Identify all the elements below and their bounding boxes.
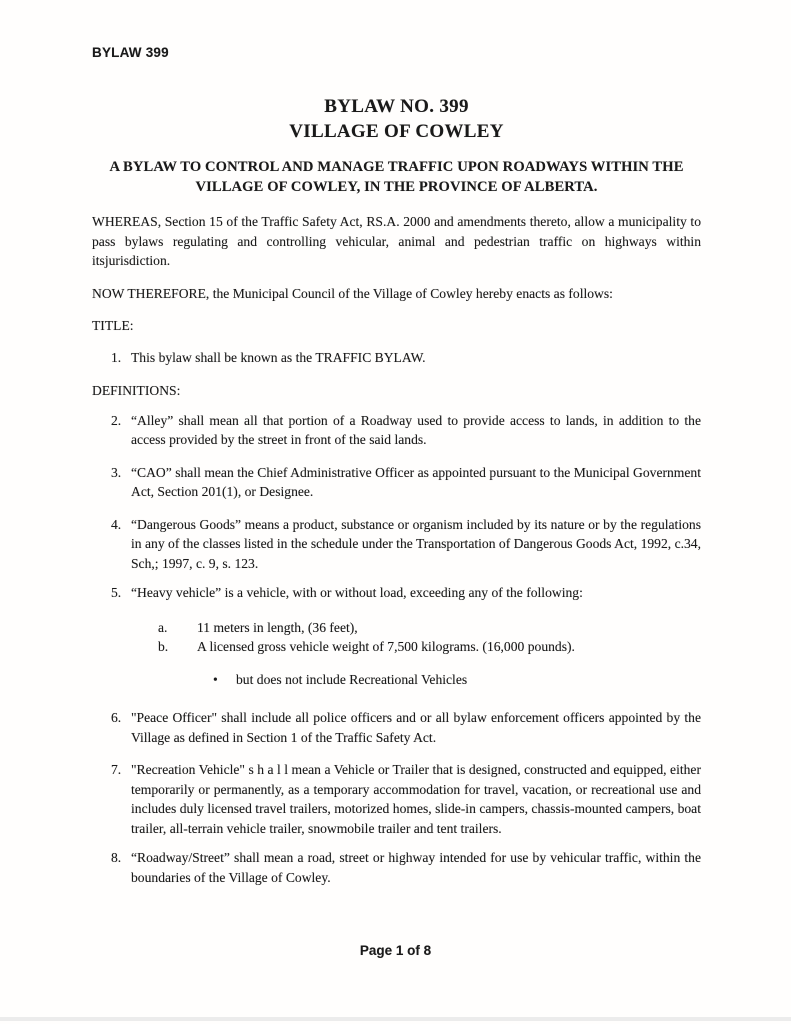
item-number: 4. [111,516,122,532]
enactment-clause: NOW THEREFORE, the Municipal Council of the Village of Cowley hereby enacts as follows: [92,285,613,301]
section-heading-definitions: DEFINITIONS: [92,383,181,398]
whereas-clause: WHEREAS, Section 15 of the Traffic Safety Act, RS.A. 2000 and amendments thereto, allow a municipality to pass bylaws regulating and controlling vehicular, animal and pedestrian traffic on highways within itsjurisdiction. [92,214,701,268]
item-number: 8. [111,850,122,865]
bylaw-item-4 [92,515,701,574]
sub-item-text: 11 meters in length, (36 feet), [197,619,358,635]
bullet-text: but does not include Recreational Vehicles [236,671,468,687]
bylaw-item-1 [92,348,701,368]
bylaw-item-2 [92,411,701,450]
sub-item-b [92,637,701,657]
item-number: 1. [111,349,122,365]
item-text: “Dangerous Goods” means a product, substance or organism included by its nature or by the regulations in any of the classes listed in the schedule under the Transportation of Dangerous Goods Act, 1992, c.34, Sch,; 1997, c. 9, s. 123. [131,516,701,571]
item-number: 6. [111,710,122,725]
item-number: 2. [111,412,122,428]
scan-edge-artifact [0,1017,791,1021]
section-heading-title: TITLE: [92,318,134,333]
bylaw-item-5 [92,583,701,603]
item-number: 7. [111,762,122,777]
title-line-1: BYLAW NO. 399 [324,96,469,117]
title-line-2: VILLAGE OF COWLEY [289,121,504,142]
bylaw-item-6 [92,708,701,747]
sub-item-letter: b. [158,639,169,654]
bylaw-item-8 [92,848,701,887]
item-text: "Recreation Vehicle" s h a l l mean a Vehicle or Trailer that is designed, constructed and equipped, either temporarily or permanently, as a temporary accommodation for travel, vacation, or recreational use and includes duly licensed travel trailers, motorized homes, slide-in campers, chassis-mounted campers, boat trailer, all-terrain vehicle trailer, snowmobile trailer and tent trailers. [131,762,701,836]
item-text: “Alley” shall mean all that portion of a Roadway used to provide access to lands, in addition to the access provided by the street in front of the said lands. [131,412,701,447]
corner-label: BYLAW 399 [92,45,169,60]
item-text: This bylaw shall be known as the TRAFFIC BYLAW. [131,349,426,365]
bylaw-item-3 [92,463,701,502]
item-number: 5. [111,585,122,600]
item-text: “Heavy vehicle” is a vehicle, with or without load, exceeding any of the following: [131,585,583,600]
page-number: Page 1 of 8 [359,943,432,958]
subtitle-line-1: A BYLAW TO CONTROL AND MANAGE TRAFFIC UPON ROADWAYS WITHIN THE [109,159,684,175]
bylaw-item-7 [92,760,701,838]
item-text: "Peace Officer" shall include all police officers and or all bylaw enforcement officers appointed by the Village as defined in Section 1 of the Traffic Safety Act. [131,710,701,745]
item-number: 3. [111,464,122,480]
sub-item-text: A licensed gross vehicle weight of 7,500 kilograms. (16,000 pounds). [197,639,575,654]
document-title [92,94,701,144]
sub-item-a [92,618,701,638]
sub-item-letter: a. [158,619,168,635]
item-text: “CAO” shall mean the Chief Administrative Officer as appointed pursuant to the Municipal Government Act, Section 201(1), or Designee. [131,464,701,499]
heavy-vehicle-criteria-list [92,618,701,657]
exclusion-note [92,670,701,690]
document-subtitle [92,158,701,197]
bullet-icon: • [213,671,218,687]
item-text: “Roadway/Street” shall mean a road, street or highway intended for use by vehicular traffic, within the boundaries of the Village of Cowley. [131,850,701,885]
subtitle-line-2: VILLAGE OF COWLEY, IN THE PROVINCE OF ALBERTA. [195,178,598,195]
